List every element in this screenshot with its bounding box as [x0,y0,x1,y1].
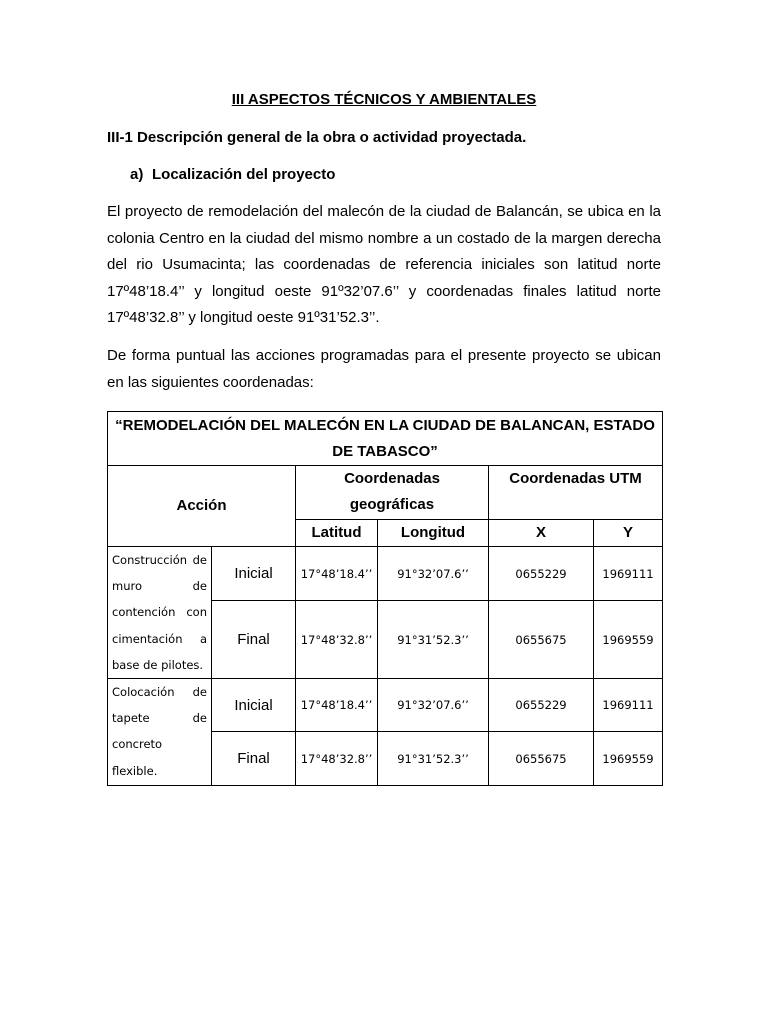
longitude-cell: 91°31’52.3’’ [378,732,489,786]
header-accion: Acción [108,466,296,547]
header-coordenadas-geograficas: Coordenadas geográficas [296,466,489,520]
coordinates-table [107,411,663,786]
utm-y-cell: 1969111 [594,679,663,732]
header-longitud: Longitud [378,520,489,547]
longitude-cell: 91°31’52.3’’ [378,601,489,679]
stage-label: Inicial [212,547,296,601]
longitude-cell: 91°32’07.6’’ [378,679,489,732]
utm-x-cell: 0655229 [489,547,594,601]
stage-label: Inicial [212,679,296,732]
table-title: “REMODELACIÓN DEL MALECÓN EN LA CIUDAD DE BALANCAN, ESTADO DE TABASCO” [108,412,663,466]
header-y: Y [594,520,663,547]
latitude-cell: 17°48’18.4’’ [296,547,378,601]
stage-label: Final [212,732,296,786]
action-description: Colocación de tapete de concreto flexible. [108,679,212,786]
section-heading: III-1 Descripción general de la obra o actividad proyectada. [107,129,527,146]
header-latitud: Latitud [296,520,378,547]
subsection-marker: a) [130,166,144,183]
latitude-cell: 17°48’18.4’’ [296,679,378,732]
stage-label: Final [212,601,296,679]
action-description: Construcción de muro de contención con cimentación a base de pilotes. [108,547,212,679]
subsection-heading-row [130,165,335,185]
utm-x-cell: 0655675 [489,732,594,786]
latitude-cell: 17°48’32.8’’ [296,601,378,679]
paragraph-coordinates-intro: De forma puntual las acciones programadas para el presente proyecto se ubican en las siguientes coordenadas: [107,347,661,391]
utm-y-cell: 1969559 [594,601,663,679]
utm-x-cell: 0655229 [489,679,594,732]
document-title: III ASPECTOS TÉCNICOS Y AMBIENTALES [231,91,537,108]
header-coordenadas-utm: Coordenadas UTM [489,466,663,520]
utm-x-cell: 0655675 [489,601,594,679]
latitude-cell: 17°48’32.8’’ [296,732,378,786]
utm-y-cell: 1969111 [594,547,663,601]
longitude-cell: 91°32’07.6’’ [378,547,489,601]
paragraph-location: El proyecto de remodelación del malecón de la ciudad de Balancán, se ubica en la colonia Centro en la ciudad del mismo nombre a un costado de la margen derecha del rio Usumacinta; las coordenadas de referencia iniciales son latitud norte 17º48’18.4’’ y longitud oeste 91º32’07.6’’ y coordenadas finales latitud norte 17º48’32.8’’ y longitud oeste 91º31’52.3’’. [107,203,661,326]
header-x: X [489,520,594,547]
table-row [108,679,663,732]
utm-y-cell: 1969559 [594,732,663,786]
table-row [108,547,663,601]
subsection-heading: Localización del proyecto [152,166,336,183]
